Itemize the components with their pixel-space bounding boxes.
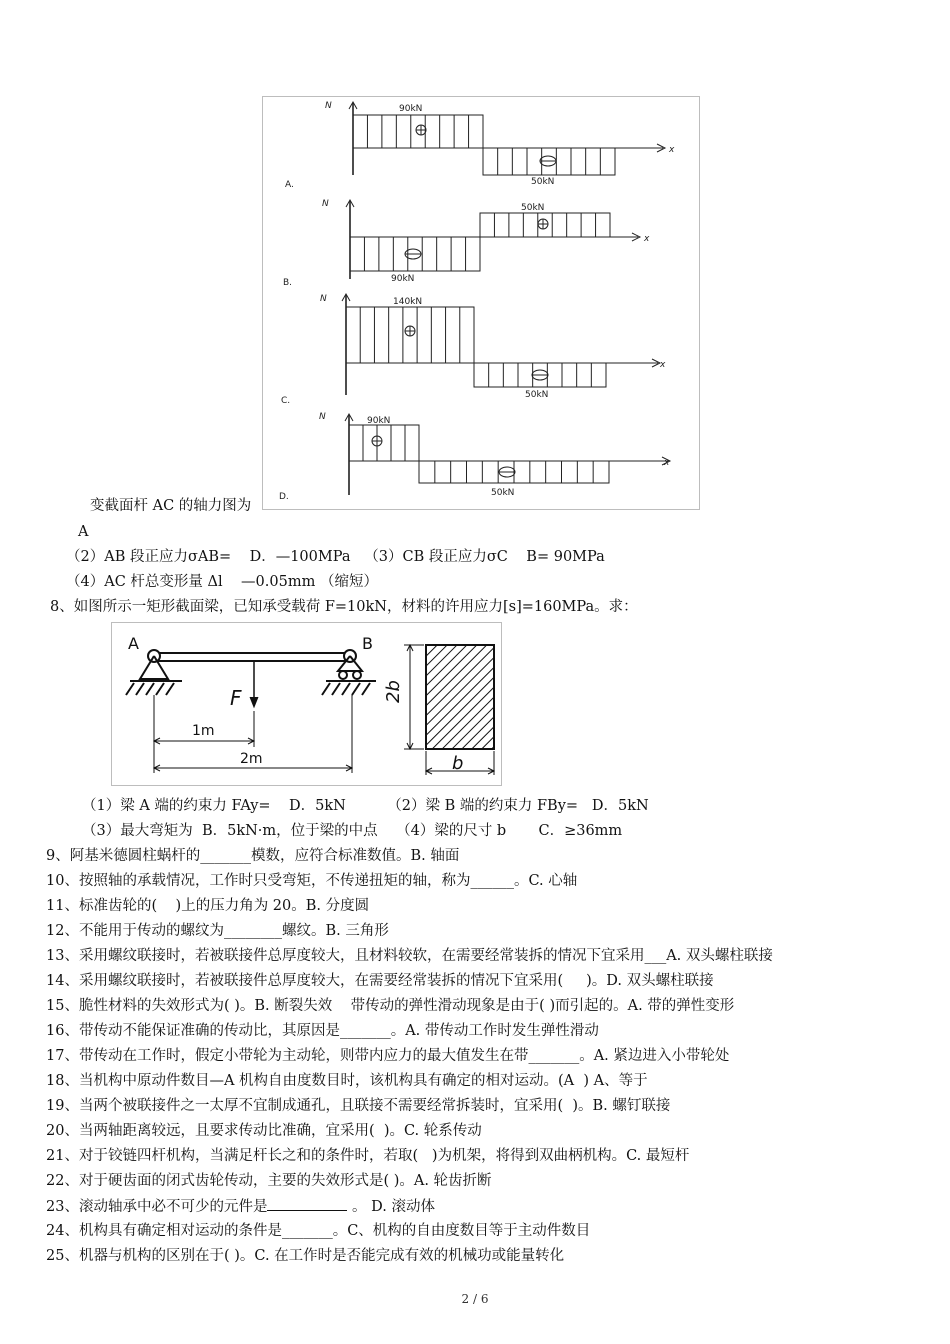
answer-8-1-2: （1）梁 A 端的约束力 FAy= D．5kN （2）梁 B 端的约束力 FBy= D．5kN — [82, 798, 649, 814]
bottom-label-a: 50kN — [531, 177, 555, 187]
dim-1m-label: 1m — [192, 723, 215, 739]
option-label-a: A. — [285, 180, 294, 190]
support-b-label: B — [362, 634, 373, 653]
top-label-b: 50kN — [521, 203, 545, 213]
question-25: 25、机器与机构的区别在于( )。C. 在工作时是否能完成有效的机械功或能量转化 — [46, 1248, 565, 1264]
dim-2b-label: 2b — [383, 680, 404, 703]
question-18: 18、当机构中原动件数目—A 机构自由度数目时，该机构具有确定的相对运动。(A ) A、等于 — [46, 1073, 648, 1089]
axis-n-label-d: N — [319, 412, 326, 422]
axis-x-label-a: x — [669, 145, 675, 155]
axis-n-label-b: N — [322, 199, 329, 209]
answer-8-3-4: （3）最大弯矩为 B．5kN·m，位于梁的中点 （4）梁的尺寸 b C．≥36mm — [82, 823, 623, 839]
question-16: 16、带传动不能保证准确的传动比，其原因是_______。A. 带传动工作时发生弹性滑动 — [46, 1023, 599, 1039]
question-20: 20、当两轴距离较远，且要求传动比准确，宜采用( )。C. 轮系传动 — [46, 1123, 482, 1139]
question-24: 24、机构具有确定相对运动的条件是_______。C、机构的自由度数目等于主动件数目 — [46, 1223, 591, 1239]
option-label-d: D. — [279, 492, 289, 502]
axis-x-label-b: x — [644, 234, 650, 244]
question-9: 9、阿基米德圆柱蜗杆的_______模数，应符合标准数值。B. 轴面 — [46, 848, 460, 864]
question-23-text: 23、滚动轴承中必不可少的元件是 — [46, 1199, 268, 1215]
axis-n-label-c: N — [320, 294, 327, 304]
answer-7-1: A — [78, 524, 89, 540]
force-f-label: F — [230, 686, 242, 710]
page-number: 2 / 6 — [461, 1292, 489, 1306]
question-7-stem: 变截面杆 AC 的轴力图为 — [90, 498, 252, 514]
axis-n-label-a: N — [325, 101, 332, 111]
top-label-c: 140kN — [393, 297, 423, 307]
question-13: 13、采用螺纹联接时，若被联接件总厚度较大，且材料较软，在需要经常装拆的情况下宜采用___A. 双头螺柱联接 — [46, 948, 773, 964]
top-label-a: 90kN — [399, 104, 423, 114]
bottom-label-c: 50kN — [525, 390, 549, 400]
question-15: 15、脆性材料的失效形式为( )。B. 断裂失效 带传动的弹性滑动现象是由于( )而引起的。A. 带的弹性变形 — [46, 998, 735, 1014]
question-17: 17、带传动在工作时，假定小带轮为主动轮，则带内应力的最大值发生在带_______。A. 紧边进入小带轮处 — [46, 1048, 730, 1064]
dim-b-label: b — [452, 753, 464, 774]
top-label-d: 90kN — [367, 416, 391, 426]
option-label-c: C. — [281, 396, 291, 406]
answer-7-2-3: （2）AB 段正应力σAB= D．—100MPa （3）CB 段正应力σC B= 90MPa — [66, 549, 605, 565]
question-21: 21、对于铰链四杆机构，当满足杆长之和的条件时，若取( )为机架，将得到双曲柄机构。C. 最短杆 — [46, 1148, 690, 1164]
bottom-label-b: 90kN — [391, 274, 415, 284]
beam-figure — [111, 622, 502, 786]
question-19: 19、当两个被联接件之一太厚不宜制成通孔，且联接不需要经常拆装时，宜采用( )。B. 螺钉联接 — [46, 1098, 671, 1114]
dim-2m-label: 2m — [240, 751, 263, 767]
question-23-answer: 。 D. 滚动体 — [347, 1199, 435, 1215]
answer-7-4: （4）AC 杆总变形量 Δl —0.05mm （缩短） — [66, 574, 378, 590]
axis-x-label-d: x — [664, 458, 670, 468]
question-14: 14、采用螺纹联接时，若被联接件总厚度较大，在需要经常装拆的情况下宜采用( )。D. 双头螺柱联接 — [46, 973, 714, 989]
support-a-label: A — [128, 634, 139, 653]
question-12: 12、不能用于传动的螺纹为________螺纹。B. 三角形 — [46, 923, 389, 939]
axial-force-diagrams — [262, 96, 700, 510]
question-8-stem: 8、如图所示一矩形截面梁，已知承受载荷 F=10kN，材料的许用应力[s]=160MPa。求： — [50, 599, 638, 615]
question-23 — [46, 1196, 435, 1217]
answer-blank — [267, 1196, 347, 1211]
question-10: 10、按照轴的承载情况，工作时只受弯矩，不传递扭矩的轴，称为______。C. 心轴 — [46, 873, 578, 889]
axis-x-label-c: x — [660, 360, 666, 370]
bottom-label-d: 50kN — [491, 488, 515, 498]
question-22: 22、对于硬齿面的闭式齿轮传动，主要的失效形式是( )。A. 轮齿折断 — [46, 1173, 492, 1189]
option-label-b: B. — [283, 278, 293, 288]
question-11: 11、标准齿轮的( )上的压力角为 20。B. 分度圆 — [46, 898, 370, 914]
